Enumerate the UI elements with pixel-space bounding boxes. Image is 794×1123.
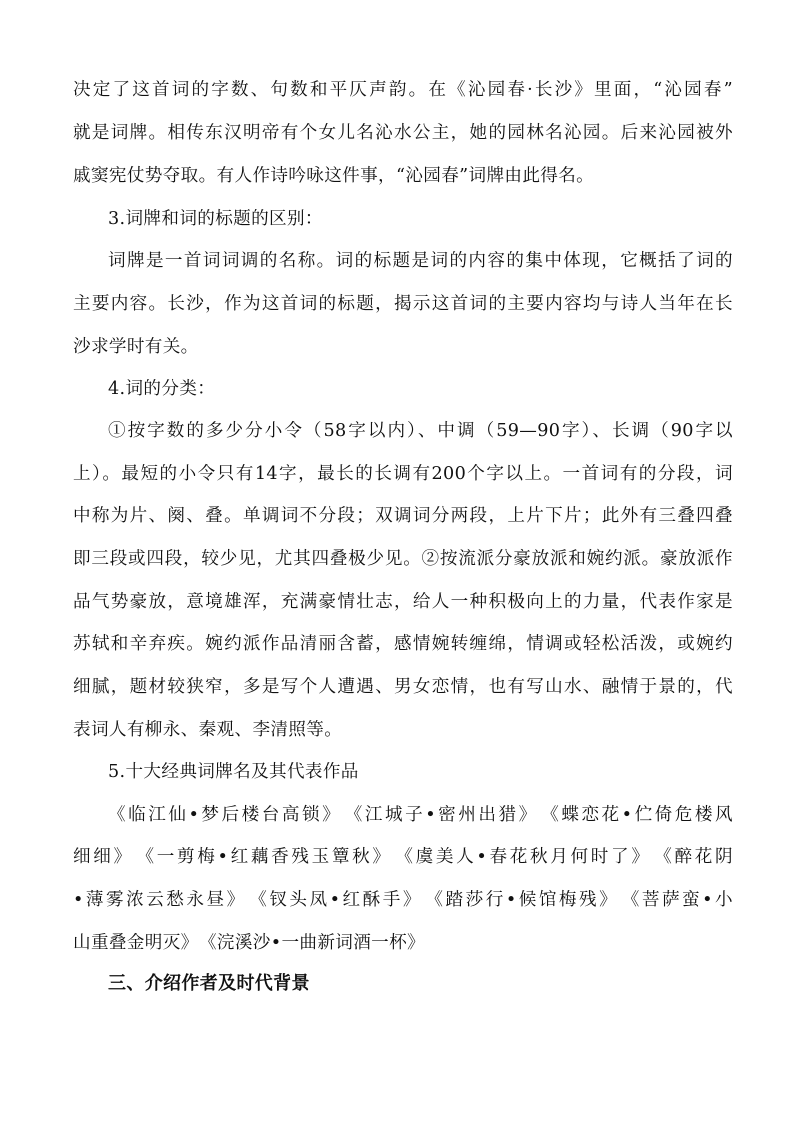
paragraph-line: 细腻，题材较狭窄，多是写个人遭遇、男女恋情，也有写山水、融情于景的，代: [73, 677, 733, 697]
paragraph-line: 就是词牌。相传东汉明帝有个女儿名沁水公主，她的园林名沁园。后来沁园被外: [73, 123, 733, 143]
paragraph-line: 中称为片、阕、叠。单调词不分段；双调词分两段，上片下片；此外有三叠四叠: [73, 506, 733, 526]
section-heading: 4.词的分类：: [108, 379, 216, 399]
paragraph-line: 品气势豪放，意境雄浑，充满豪情壮志，给人一种积极向上的力量，代表作家是: [73, 592, 733, 612]
section-heading: 5.十大经典词牌名及其代表作品: [108, 762, 359, 782]
paragraph-line: 戚窦宪仗势夺取。有人作诗吟咏这件事，“沁园春”词牌由此得名。: [73, 166, 595, 186]
paragraph-line: 表词人有柳永、秦观、李清照等。: [73, 720, 343, 740]
work-list-line: 《临江仙•梦后楼台高锁》 《江城子•密州出猎》 《蝶恋花•伫倚危楼风: [108, 805, 733, 825]
paragraph-line: 主要内容。长沙，作为这首词的标题，揭示这首词的主要内容均与诗人当年在长: [73, 294, 733, 314]
work-list-line: •薄雾浓云愁永昼》 《钗头凤•红酥手》 《踏莎行•候馆梅残》 《菩萨蛮•小: [73, 890, 733, 910]
paragraph-line: 沙求学时有关。: [73, 337, 199, 357]
paragraph-line: 上）。最短的小令只有14字，最长的长调有200个字以上。一首词有的分段，词: [73, 464, 733, 484]
work-list-line: 细细》 《一剪梅•红藕香残玉簟秋》 《虞美人•春花秋月何时了》 《醉花阴: [73, 847, 733, 867]
section-title: 三、介绍作者及时代背景: [108, 973, 310, 994]
paragraph-line: 词牌是一首词词调的名称。词的标题是词的内容的集中体现，它概括了词的: [108, 251, 733, 271]
paragraph-line: 决定了这首词的字数、句数和平仄声韵。在《沁园春·长沙》里面，“沁园春”: [73, 80, 733, 100]
section-heading: 3.词牌和词的标题的区别：: [108, 209, 323, 229]
work-list-line: 山重叠金明灭》 《浣溪沙•一曲新词酒一杯》: [73, 933, 426, 953]
paragraph-line: ①按字数的多少分小令（58字以内）、中调（59—90字）、长调（90字以: [108, 421, 733, 441]
paragraph-line: 苏轼和辛弃疾。婉约派作品清丽含蓄，感情婉转缠绵，情调或轻松活泼，或婉约: [73, 634, 733, 654]
paragraph-line: 即三段或四段，较少见，尤其四叠极少见。②按流派分豪放派和婉约派。豪放派作: [73, 549, 733, 569]
